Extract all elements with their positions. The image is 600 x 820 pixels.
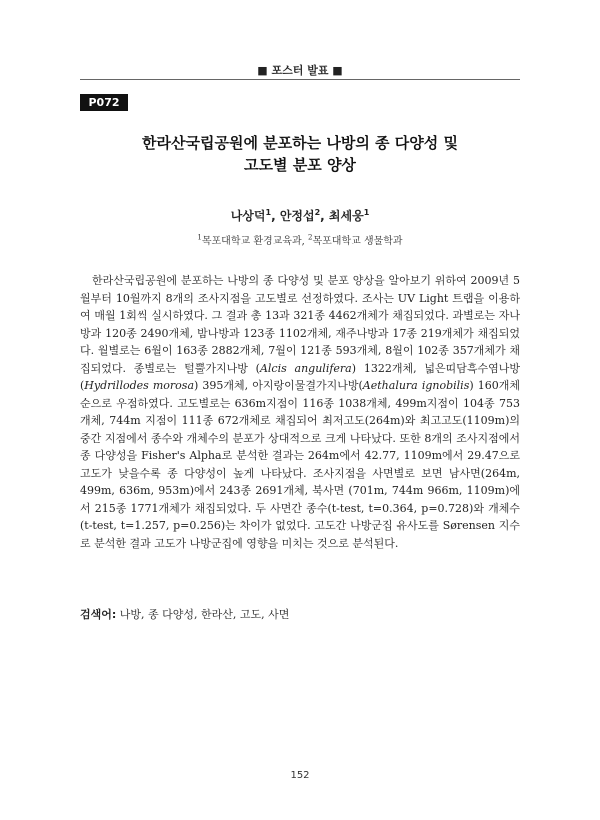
page-number: 152 [290,770,310,781]
poster-code-badge: P072 [80,94,128,111]
abstract-text-part: ) 395개체, 아지랑이물결가지나방( [194,379,363,392]
keywords-line [80,606,520,622]
section-header-label: ■ 포스터 발표 ■ [257,64,343,77]
author-affil-sup: 1 [265,208,272,217]
author-separator: , [271,209,280,223]
affiliation-list [0,232,600,247]
species-name-italic: Aethalura ignobilis [362,379,470,392]
abstract-text-part: ) 1322개체, 넓은띠담흑수염나방( [80,361,521,392]
author-list [0,207,600,224]
author-affil-sup: 1 [363,208,370,217]
affiliation-sup: 1 [197,233,202,242]
affiliation-text: 목포대학교 생물학과 [312,236,403,247]
keywords-label: 검색어: [80,608,117,621]
author-name: 나상덕 [230,209,266,223]
abstract-body [80,272,520,552]
species-name-italic: Alcis angulifera [259,361,352,375]
affiliation-text: 목포대학교 환경교육과, [201,236,308,247]
title-line-2: 고도별 분포 양상 [244,156,356,174]
abstract-text-part: ) 160개체 순으로 우점하였다. 고도별로는 636m지점이 116종 1038개체, 499m지점이 104종 753개체, 744m 지점이 111종 672개체로 채집되어 최저고도(264m)와 최고고도(1109m)의 중간 지점에서 종수와 개체수의 분포가 상대적으로 크게 나타났다. 또한 8개의 조사지점에서 종 다양성을 Fisher's Alpha로 분석한 결과는 264m에서 42.77, 1109m에서 29.47으로 고도가 낮을수록 종 다양성이 높게 나타났다. 조사지점을 사면별로 보면 남사면(264m, 499m, 636m, 953m)에서 243종 2691개체, 북사면 (701m, 744m 966m, 1109m)에서 215종 1771개체가 채집되었다. 두 사면간 종수(t-test, t=0.364, p=0.728)와 개체수(t-test, t=1.257, p=0.256)는 차이가 없었다. 고도간 나방군집 유사도를 Sørensen 지수로 분석한 결과 고도가 나방군집에 영향을 미치는 것으로 분석된다. [80,379,520,550]
affiliation-sup: 2 [308,233,313,242]
header-divider [80,79,520,80]
author-name: 안정섭 [279,209,315,223]
title-line-1: 한라산국립공원에 분포하는 나방의 종 다양성 및 [142,134,458,152]
author-separator: , [320,209,329,223]
keywords-text: 나방, 종 다양성, 한라산, 고도, 사면 [116,608,290,621]
paper-title [60,132,540,176]
abstract-text-part: 한라산국립공원에 분포하는 나방의 종 다양성 및 분포 양상을 알아보기 위하여 2009년 5월부터 10월까지 8개의 조사지점을 고도별로 선정하였다. 조사는 UV Light 트랩을 이용하여 매월 1회씩 실시하였다. 그 결과 총 13과 321종 4462개체가 채집되었다. 과별로는 자나방과 120종 2490개체, 밤나방과 123종 1102개체, 재주나방과 17종 219개체가 채집되었다. 월별로는 6월이 163종 2882개체, 7월이 121종 593개체, 8월이 102종 357개체가 채집되었다. 종별로는 털뿔가지나방 ( [80,274,520,375]
author-name: 최세웅 [328,209,364,223]
species-name-italic: Hydrillodes morosa [84,379,195,392]
author-affil-sup: 2 [314,208,321,217]
